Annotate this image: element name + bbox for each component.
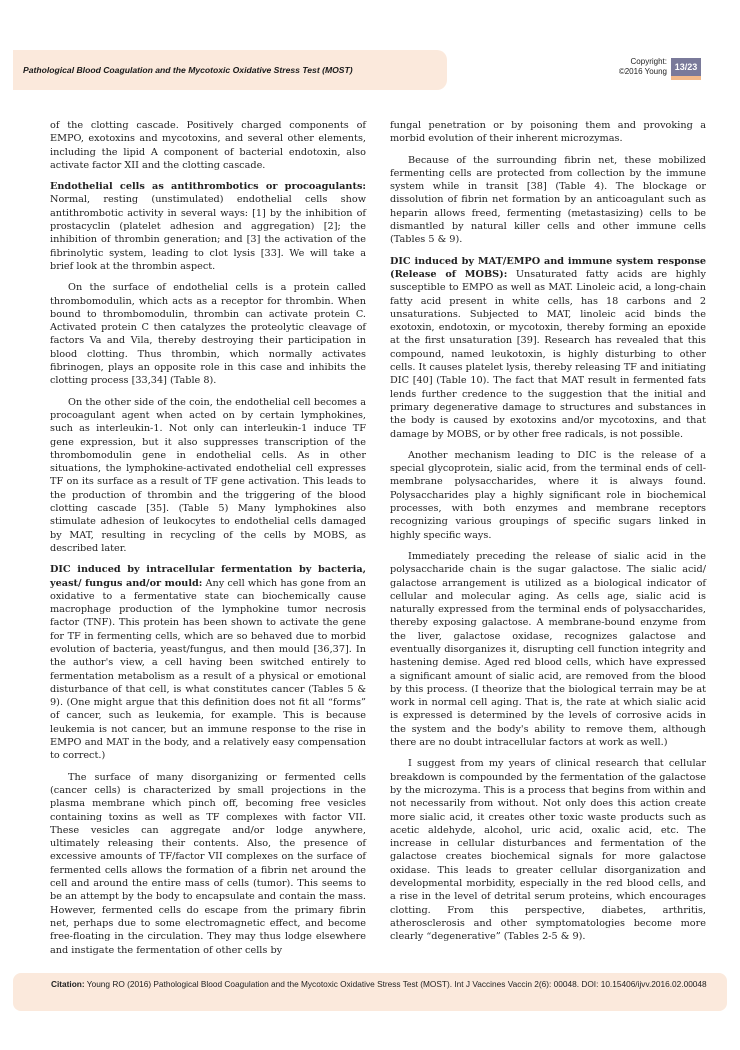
citation-body: Young RO (2016) Pathological Blood Coagulation and the Mycotoxic Oxidative Stress Test (MOST). Int J Vaccines Vaccin 2(6): 00048. DOI: 10.15406/ijvv.2016.02.00048 [84,979,707,989]
citation-footer [13,973,727,1011]
body-paragraph: Another mechanism leading to DIC is the release of a special glycoprotein, sialic acid, from the terminal ends of cell-membrane polysaccharides, where it is always found. Polysaccharides play a highly significant role in biochemical processes, with both enzymes and membrane receptors recognizing various groupings of specific sugars linked in highly specific ways. [390,449,706,541]
page-number: 13/23 [671,58,701,76]
right-column [390,119,706,952]
citation-text [51,978,711,990]
section-paragraph [50,180,366,273]
body-paragraph: Because of the surrounding fibrin net, these mobilized fermenting cells are protected from collection by the immune system while in transit [38] (Table 4). The blockage or dissolution of fibrin net formation by an anticoagulant such as heparin allows freed, fermenting (metastasizing) cells to be dismantled by natural killer cells and other immune cells (Tables 5 & 9). [390,154,706,246]
citation-label: Citation: [51,979,85,989]
section-heading: DIC induced by intracellular fermentation by bacteria, yeast/ fungus and/or mould: [50,564,366,589]
body-paragraph: On the surface of endothelial cells is a protein called thrombomodulin, which acts as a receptor for thrombin. When bound to thrombomodulin, thrombin can activate protein C. Activated protein C then catalyzes the proteolytic cleavage of factors Va and Vila, thereby destroying their participation in blood clotting. Thus thrombin, which normally activates fibrinogen, plays an opposite role in this case and inhibits the clotting process [33,34] (Table 8). [50,282,366,387]
running-title: Pathological Blood Coagulation and the Mycotoxic Oxidative Stress Test (MOST) [23,65,353,75]
body-paragraph: On the other side of the coin, the endothelial cell becomes a procoagulant agent when acted on by certain lymphokines, such as interleukin-1. Not only can interleukin-1 induce TF gene expression, but it also suppresses transcription of the thrombomodulin gene in endothelial cells. As in other situations, the lymphokine-activated endothelial cell expresses TF on its surface as a result of TF gene activation. This leads to the production of thrombin and the triggering of the blood clotting cascade [35]. (Table 5) Many lymphokines also stimulate adhesion of leukocytes to endothelial cells damaged by MAT, resulting in recycling of the cells by MOBS, as described later. [50,396,366,554]
paragraph-text: Any cell which has gone from an oxidative to a fermentative state can biochemically cause macrophage production of the lymphokine tumor necrosis factor (TNF). This protein has been shown to activate the gene for TF in fermenting cells, which are so behaved due to morbid evolution of bacteria, yeast/fungus, and then mould [36,37]. In the author's view, a cell having been switched entirely to fermentation metabolism as a result of a physical or emotional disturbance of that cell, is what constitutes cancer (Tables 5 & 9). (One might argue that this definition does not fit all “forms” of cancer, such as leukemia, for example. This is because leukemia is not cancer, but an immune response to the rise in EMPO and MAT in the body, and a relatively easy compensation to correct.) [50,577,367,762]
paragraph-text: Unsaturated fatty acids are highly susceptible to EMPO as well as MAT. Linoleic acid, a long-chain fatty acid present in white cells, has 18 carbons and 2 unsaturations. Subjected to MAT, linoleic acid binds the exotoxin, endotoxin, or mycotoxin, thereby forming an epoxide at the first unsaturation [39]. Research has revealed that this compound, named leukotoxin, is highly disturbing to other cells. It causes platelet lysis, thereby releasing TF and initiating DIC [40] (Table 10). The fact that MAT result in fermented fats lends further credence to the suggestion that the initial and primary degenerative damage to structures and substances in the body is caused by exotoxins and/or mycotoxins, and that damage by MOBS, or by other free radicals, is not possible. [390,268,706,440]
body-paragraph: fungal penetration or by poisoning them and provoking a morbid evolution of their inherent microzymas. [390,120,706,145]
copyright-holder: ©2016 Young [618,67,667,76]
body-paragraph: The surface of many disorganizing or fermented cells (cancer cells) is characterized by small projections in the plasma membrane which pinch off, becoming free vesicles containing toxins as well as TF complexes with factor VII. These vesicles can aggregate and/or lodge anywhere, ultimately releasing their contents. Also, the presence of excessive amounts of TF/factor VII complexes on the surface of fermented cells allows the formation of a fibrin net around the cell and around the entire mass of cells (tumor). This seems to be an attempt by the body to encapsulate and contain the mass. However, fermented cells do escape from the primary fibrin net, perhaps due to some electromagnetic effect, and become free-floating in the circulation. They may thus lodge elsewhere and instigate the fermentation of other cells by [50,771,366,956]
copyright-notice [597,57,667,77]
section-paragraph [390,255,706,441]
section-heading: Endothelial cells as antithrombotics or procoagulants: [50,181,366,193]
section-heading: DIC induced by MAT/EMPO and immune system response (Release of MOBS): [390,255,706,280]
body-paragraph: Immediately preceding the release of sialic acid in the polysaccharide chain is the sugar galactose. The sialic acid/ galactose arrangement is utilized as a biological indicator of cellular and molecular aging. As cells age, sialic acid is naturally expressed from the terminal ends of polysaccharides, thereby exposing galactose. A membrane-bound enzyme from the liver, galactose oxidase, recognizes galactose and eventually disorganizes it, disrupting cell function integrity and hastening demise. Aged red blood cells, which have expressed a significant amount of sialic acid, are removed from the blood by this process. (I theorize that the biological terrain may be at work in normal cell aging. That is, the rate at which sialic acid is expressed is determined by the levels of corrosive acids in the system and the body's ability to remove them, although there are no doubt intracellular factors at work as well.) [390,550,706,749]
copyright-label: Copyright: [630,57,667,66]
body-paragraph: of the clotting cascade. Positively charged components of EMPO, exotoxins and mycotoxins, and several other elements, including the lipid A component of bacterial endotoxin, also activate factor XII and the clotting cascade. [50,120,366,171]
page-header [13,50,447,90]
section-paragraph [50,563,366,762]
left-column [50,119,366,965]
body-paragraph: I suggest from my years of clinical research that cellular breakdown is compounded by the fermentation of the galactose by the microzyma. This is a process that begins from within and not necessarily from without. Not only does this action create more sialic acid, it creates other toxic waste products such as acetic aldehyde, alcohol, uric acid, oxalic acid, etc. The increase in cellular disturbances and fermentation of the galactose creates biochemical signals for more galactose oxidase. This leads to greater cellular disorganization and developmental morbidity, especially in the red blood cells, and a rise in the level of detrital serum proteins, which encourages clotting. From this perspective, diabetes, arthritis, atherosclerosis and other symptomatologies become more clearly “degenerative” (Tables 2-5 & 9). [390,758,706,943]
paragraph-text: Normal, resting (unstimulated) endothelial cells show antithrombotic activity in several ways: [1] by the inhibition of prostacyclin (platelet adhesion and aggregation) [2]; the inhibition of thrombin generation; and [3] the activation of the fibrinolytic system, leading to clot lysis [33]. We will take a brief look at the thrombin aspect. [50,194,366,272]
